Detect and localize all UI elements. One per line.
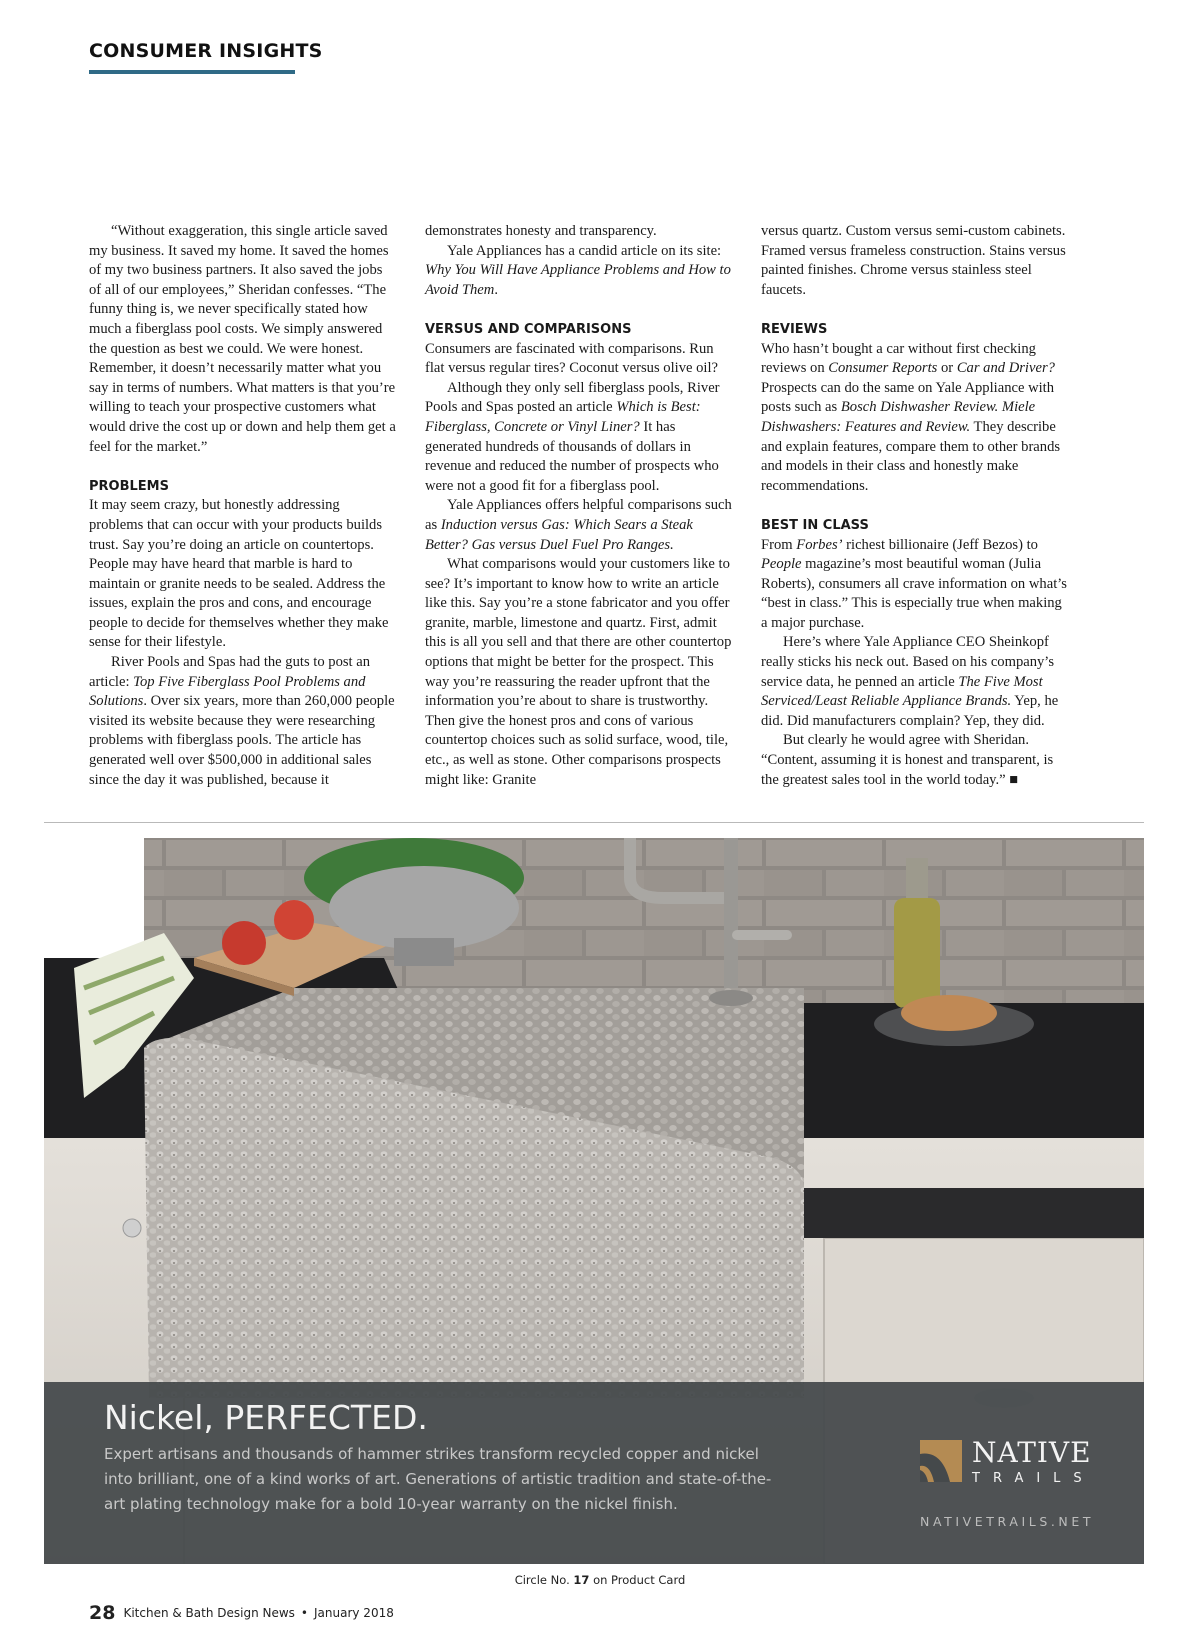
publication-name: Car and Driver? — [956, 360, 1055, 377]
text-run: River Pools and Spas had the guts to post an article: — [89, 654, 371, 690]
ad-divider-rule — [44, 822, 1144, 823]
ad-headline: Nickel, PERFECTED. — [104, 1398, 428, 1437]
publication-name: People — [761, 556, 802, 573]
text-run: From — [761, 536, 797, 553]
paragraph — [425, 242, 733, 301]
article-title: Why You Will Have Appliance Problems and How to Avoid Them — [425, 262, 731, 298]
subhead-versus: VERSUS AND COMPARISONS — [425, 321, 632, 337]
text-run: magazine’s most beautiful woman (Julia Roberts), consumers all crave information on what’s “best in class.” This is especially true when making a major purchase. — [761, 556, 1067, 631]
text-run: . — [494, 281, 498, 298]
text-run: richest billionaire (Jeff Bezos) to — [842, 536, 1038, 553]
subhead-reviews: REVIEWS — [761, 321, 828, 337]
product-card-note — [0, 1573, 1200, 1587]
native-trails-logo-icon — [920, 1440, 962, 1482]
article-title: Induction versus Gas: Which Sears a Steak Better? Gas versus Duel Fuel Pro Ranges. — [425, 516, 693, 553]
paragraph: “Without exaggeration, this single article saved my business. It saved my home. It saved the homes of my two business partners. It also saved the jobs of all of our employees,” Sheridan confesses. “The funny thing is, we never specifically stated how much a fiberglass pool costs. We simply answered the question as best we could. We were honest. Remember, it doesn’t necessarily matter what you say in terms of numbers. What matters is that you’re willing to teach your prospective customers what would drive the cost up or down and help them get a feel for the market.” — [89, 223, 396, 455]
text-run: . Over six years, more than 260,000 people visited its website because they were researching problems with fiberglass pools. The article has generated well over $500,000 in additional sales since the day it was published, because it — [89, 693, 395, 788]
paragraph — [761, 340, 1069, 497]
text-run: or — [937, 360, 957, 377]
text-run: Yale Appliances has a candid article on its site: — [447, 242, 722, 259]
publication-name: Kitchen & Bath Design News — [123, 1606, 295, 1620]
publication-name: Consumer Reports — [828, 360, 938, 377]
article-column-1 — [89, 222, 397, 790]
paragraph — [89, 653, 397, 790]
text-run: Who hasn’t bought a car without first checking reviews on — [761, 340, 1036, 377]
text-run: Yep, he did. Did manufacturers complain? Yep, they did. — [761, 693, 1059, 729]
paragraph: But clearly he would agree with Sheridan. “Content, assuming it is honest and transparent, is the greatest sales tool in the world today.” ■ — [761, 732, 1054, 788]
text-run: Here’s where Yale Appliance CEO Sheinkopf really sticks his neck out. Based on his company’s service data, he penned an article — [761, 634, 1055, 690]
article-title: Top Five Fiberglass Pool Problems and Solutions — [89, 673, 366, 710]
paragraph — [761, 633, 1069, 731]
text-run: They describe and explain features, compare them to other brands and models in their class and honestly make recommendations. — [761, 418, 1061, 494]
brand-website: NATIVETRAILS.NET — [920, 1514, 1095, 1529]
text-run: Circle No. — [514, 1573, 574, 1587]
paragraph: Consumers are fascinated with comparisons. Run flat versus regular tires? Coconut versus olive oil? — [425, 340, 719, 377]
article-title: Bosch Dishwasher Review. Miele Dishwashers: Features and Review. — [761, 399, 1036, 435]
text-run: Yale Appliances offers helpful comparisons such as — [425, 497, 732, 533]
paragraph: versus quartz. Custom versus semi-custom cabinets. Framed versus frameless construction. Stains versus painted finishes. Chrome versus stainless steel faucets. — [761, 223, 1066, 298]
brand-name: NATIVE — [972, 1436, 1092, 1469]
article-column-3 — [761, 222, 1069, 790]
text-run: It has generated hundreds of thousands of dollars in revenue and reduced the number of prospects who were not a good fit for a fiberglass pool. — [425, 418, 719, 494]
paragraph: What comparisons would your customers like to see? It’s important to know how to write an article like this. Say you’re a stone fabricator and you offer granite, marble, limestone and quartz. First, admit this is all you sell and that there are other countertop options that might be better for the prospect. This way you’re reassuring the reader upfront that the information you’re about to share is trustworthy. Then give the honest pros and cons of various countertop choices such as solid surface, wood, tile, etc., as well as stone. Other comparisons prospects might like: Granite — [425, 556, 732, 788]
text-run: Prospects can do the same on Yale Appliance with posts such as — [761, 379, 1055, 416]
paragraph: demonstrates honesty and transparency. — [425, 223, 657, 239]
paragraph: It may seem crazy, but honestly addressing problems that can occur with your products builds trust. Say you’re doing an article on countertops. People may have heard that marble is hard to maintain or granite needs to be sealed. Address the issues, explain the pros and cons, and encourage people to decide for themselves whether they make sense for their lifestyle. — [89, 497, 389, 651]
section-header: CONSUMER INSIGHTS — [89, 40, 323, 62]
article-column-2 — [425, 222, 733, 790]
circle-number: 17 — [573, 1573, 590, 1587]
text-run: on Product Card — [589, 1573, 686, 1587]
paragraph — [425, 496, 733, 555]
article-title: The Five Most Serviced/Least Reliable Appliance Brands. — [761, 673, 1043, 710]
issue-date: January 2018 — [314, 1606, 394, 1620]
paragraph — [761, 536, 1069, 634]
text-run: Although they only sell fiberglass pools, River Pools and Spas posted an article — [425, 379, 720, 416]
page-footer — [89, 1602, 394, 1624]
subhead-problems: PROBLEMS — [89, 478, 169, 494]
separator: • — [300, 1606, 308, 1620]
article-title: Which is Best: Fiberglass, Concrete or Vinyl Liner? — [425, 399, 701, 435]
page-number: 28 — [89, 1602, 116, 1624]
brand-name-sub: TRAILS — [972, 1471, 1095, 1486]
section-header-rule — [89, 70, 295, 74]
subhead-best-in-class: BEST IN CLASS — [761, 517, 869, 533]
publication-name: Forbes’ — [796, 536, 843, 553]
advertisement — [44, 838, 1144, 1564]
paragraph — [425, 379, 733, 497]
ad-body-copy: Expert artisans and thousands of hammer strikes transform recycled copper and nickel into brilliant, one of a kind works of art. Generations of artistic tradition and state-of-the-art plating technology make for a bold 10-year warranty on the nickel finish. — [104, 1445, 772, 1513]
